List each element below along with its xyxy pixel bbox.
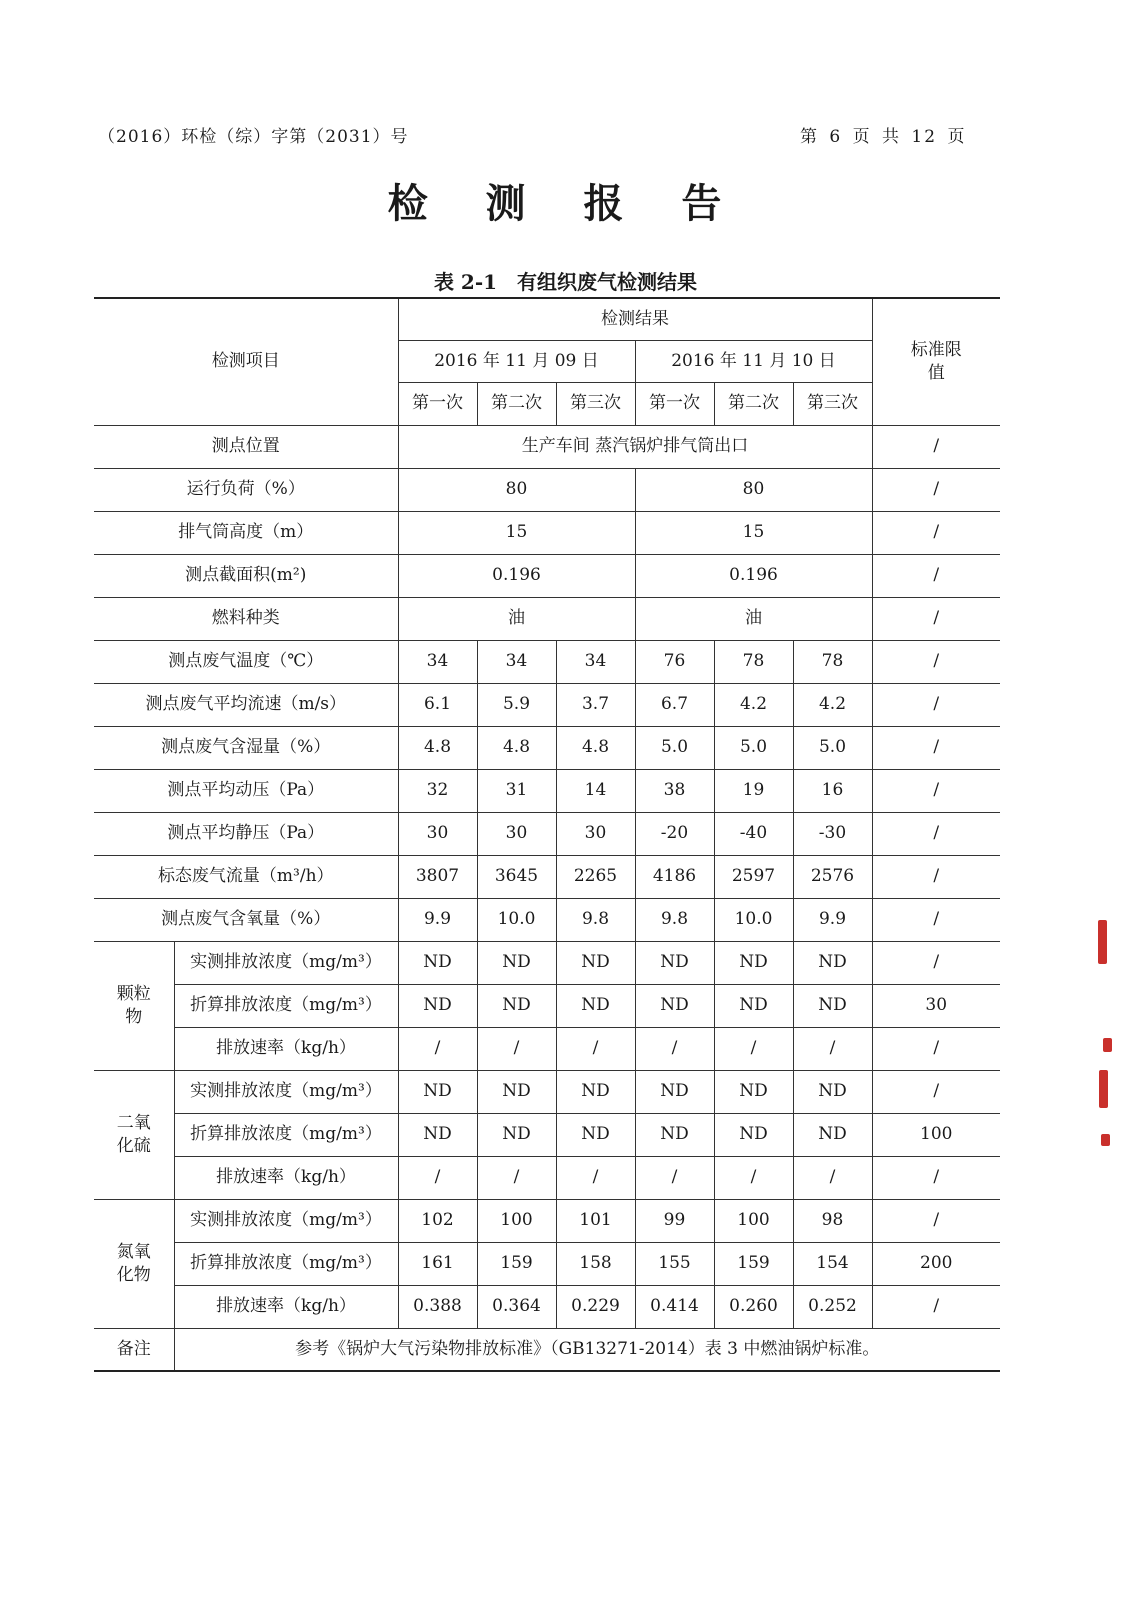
remark-text: 参考《锅炉大气污染物排放标准》（GB13271-2014）表 3 中燃油锅炉标准。 — [174, 1328, 1000, 1371]
table-row — [94, 1070, 1000, 1113]
document-number: （2016）环检（综）字第（2031）号 — [98, 127, 409, 147]
table-row — [94, 640, 1000, 683]
limit-value: / — [872, 554, 1000, 597]
table-number: 表 2-1 — [433, 270, 498, 294]
limit-value: / — [872, 1156, 1000, 1199]
cell-value: 30 — [477, 812, 556, 855]
row-label: 测点平均静压（Pa） — [94, 812, 398, 855]
pollutant-name: 二氧化硫 — [94, 1070, 174, 1199]
cell-value: 5.0 — [714, 726, 793, 769]
date-header: 2016 年 11 月 10 日 — [635, 340, 872, 382]
cell-value: 0.229 — [556, 1285, 635, 1328]
cell-value: 155 — [635, 1242, 714, 1285]
report-title: 检 测 报 告 — [387, 180, 744, 227]
table-row — [94, 1242, 1000, 1285]
row-label: 折算排放浓度（mg/m³） — [174, 1113, 398, 1156]
cell-value: 5.9 — [477, 683, 556, 726]
row-label: 燃料种类 — [94, 597, 398, 640]
cell-value: ND — [398, 941, 477, 984]
row-label: 排放速率（kg/h） — [174, 1027, 398, 1070]
cell-value: ND — [714, 941, 793, 984]
limit-value: / — [872, 1070, 1000, 1113]
cell-value: 2265 — [556, 855, 635, 898]
cell-value: 9.8 — [556, 898, 635, 941]
row-label: 折算排放浓度（mg/m³） — [174, 984, 398, 1027]
table-row — [94, 554, 1000, 597]
row-label: 折算排放浓度（mg/m³） — [174, 1242, 398, 1285]
cell-value: ND — [477, 1113, 556, 1156]
cell-value: / — [793, 1027, 872, 1070]
cell-value: 4.2 — [714, 683, 793, 726]
pollutant-name: 颗粒物 — [94, 941, 174, 1070]
cell-value: / — [477, 1156, 556, 1199]
table-row — [94, 1285, 1000, 1328]
cell-value: 102 — [398, 1199, 477, 1242]
cell-value: ND — [714, 1070, 793, 1113]
cell-value: 34 — [398, 640, 477, 683]
row-label: 标态废气流量（m³/h） — [94, 855, 398, 898]
row-label: 排气筒高度（m） — [94, 511, 398, 554]
cell-value: / — [714, 1156, 793, 1199]
cell-value: 5.0 — [793, 726, 872, 769]
cell-value: ND — [714, 1113, 793, 1156]
cell-value: 100 — [714, 1199, 793, 1242]
table-caption — [0, 266, 1131, 295]
cell-value: 0.388 — [398, 1285, 477, 1328]
cell-value: 10.0 — [477, 898, 556, 941]
limit-value: / — [872, 726, 1000, 769]
limit-value: 200 — [872, 1242, 1000, 1285]
cell-value: ND — [556, 1113, 635, 1156]
remark-label: 备注 — [94, 1328, 174, 1371]
cell-value: / — [556, 1156, 635, 1199]
cell-value: 4.8 — [556, 726, 635, 769]
cell-value: 4186 — [635, 855, 714, 898]
cell-value: 0.196 — [398, 554, 635, 597]
cell-value: -40 — [714, 812, 793, 855]
cell-value: 9.8 — [635, 898, 714, 941]
row-label: 排放速率（kg/h） — [174, 1156, 398, 1199]
cell-value: ND — [477, 1070, 556, 1113]
cell-value: ND — [477, 941, 556, 984]
cell-value: ND — [793, 1113, 872, 1156]
run-header: 第二次 — [714, 382, 793, 425]
cell-value: 78 — [714, 640, 793, 683]
run-header: 第一次 — [398, 382, 477, 425]
cell-value: 0.260 — [714, 1285, 793, 1328]
item-header: 检测项目 — [94, 298, 398, 425]
cell-value: 15 — [635, 511, 872, 554]
table-row — [94, 1199, 1000, 1242]
row-label: 测点位置 — [94, 425, 398, 468]
cell-value: 159 — [477, 1242, 556, 1285]
cell-value: ND — [398, 1070, 477, 1113]
cell-value: 15 — [398, 511, 635, 554]
limit-value: / — [872, 769, 1000, 812]
cell-value: 34 — [556, 640, 635, 683]
cell-value: -20 — [635, 812, 714, 855]
row-label: 运行负荷（%） — [94, 468, 398, 511]
cell-value: 6.7 — [635, 683, 714, 726]
cell-value: 14 — [556, 769, 635, 812]
cell-value: ND — [556, 984, 635, 1027]
results-table — [94, 297, 1000, 1372]
cell-value: ND — [635, 984, 714, 1027]
run-header: 第一次 — [635, 382, 714, 425]
table-row — [94, 597, 1000, 640]
cell-value: 78 — [793, 640, 872, 683]
cell-value: ND — [793, 1070, 872, 1113]
cell-value: 0.364 — [477, 1285, 556, 1328]
limit-value: / — [872, 511, 1000, 554]
table-row — [94, 425, 1000, 468]
cell-value: ND — [398, 1113, 477, 1156]
cell-value: / — [793, 1156, 872, 1199]
row-label: 测点平均动压（Pa） — [94, 769, 398, 812]
table-row — [94, 941, 1000, 984]
limit-value: / — [872, 425, 1000, 468]
cell-value: ND — [398, 984, 477, 1027]
cell-value: / — [714, 1027, 793, 1070]
cell-value: 16 — [793, 769, 872, 812]
standard-header: 标准限值 — [872, 298, 1000, 425]
limit-value: / — [872, 683, 1000, 726]
results-header: 检测结果 — [398, 298, 872, 340]
limit-value: / — [872, 640, 1000, 683]
cell-value: 158 — [556, 1242, 635, 1285]
cell-value: / — [477, 1027, 556, 1070]
cell-value: ND — [635, 1070, 714, 1113]
cell-value: ND — [793, 941, 872, 984]
limit-value: / — [872, 812, 1000, 855]
cell-value: 6.1 — [398, 683, 477, 726]
cell-value: 0.414 — [635, 1285, 714, 1328]
cell-value: 30 — [556, 812, 635, 855]
cell-value: 19 — [714, 769, 793, 812]
cell-value: 154 — [793, 1242, 872, 1285]
cell-value: ND — [793, 984, 872, 1027]
cell-value: 30 — [398, 812, 477, 855]
row-label: 测点截面积(m²) — [94, 554, 398, 597]
cell-value: 10.0 — [714, 898, 793, 941]
table-row — [94, 855, 1000, 898]
cell-value: 0.196 — [635, 554, 872, 597]
table-row — [94, 511, 1000, 554]
limit-value: / — [872, 597, 1000, 640]
cell-value: 76 — [635, 640, 714, 683]
pollutant-name: 氮氧化物 — [94, 1199, 174, 1328]
row-label: 测点废气含氧量（%） — [94, 898, 398, 941]
cell-value: 161 — [398, 1242, 477, 1285]
cell-value: / — [398, 1027, 477, 1070]
limit-value: 30 — [872, 984, 1000, 1027]
cell-value: 3645 — [477, 855, 556, 898]
table-row — [94, 984, 1000, 1027]
cell-value: / — [635, 1156, 714, 1199]
cell-value: 4.8 — [477, 726, 556, 769]
limit-value: / — [872, 1199, 1000, 1242]
cell-value: ND — [714, 984, 793, 1027]
row-label: 排放速率（kg/h） — [174, 1285, 398, 1328]
limit-value: / — [872, 1027, 1000, 1070]
cell-value: 34 — [477, 640, 556, 683]
cell-value: 32 — [398, 769, 477, 812]
row-label: 测点废气平均流速（m/s） — [94, 683, 398, 726]
limit-value: / — [872, 855, 1000, 898]
table-row — [94, 1113, 1000, 1156]
run-header: 第三次 — [556, 382, 635, 425]
cell-value: 31 — [477, 769, 556, 812]
cell-value: ND — [556, 941, 635, 984]
cell-value: 生产车间 蒸汽锅炉排气筒出口 — [398, 425, 872, 468]
cell-value: 98 — [793, 1199, 872, 1242]
cell-value: / — [398, 1156, 477, 1199]
cell-value: 3807 — [398, 855, 477, 898]
limit-value: 100 — [872, 1113, 1000, 1156]
row-label: 实测排放浓度（mg/m³） — [174, 1199, 398, 1242]
cell-value: ND — [635, 1113, 714, 1156]
cell-value: / — [635, 1027, 714, 1070]
row-label: 测点废气温度（℃） — [94, 640, 398, 683]
table-title: 有组织废气检测结果 — [517, 270, 698, 294]
cell-value: ND — [477, 984, 556, 1027]
limit-value: / — [872, 941, 1000, 984]
table-row — [94, 468, 1000, 511]
cell-value: 159 — [714, 1242, 793, 1285]
date-header: 2016 年 11 月 09 日 — [398, 340, 635, 382]
row-label: 实测排放浓度（mg/m³） — [174, 941, 398, 984]
table-row — [94, 683, 1000, 726]
red-stamp-fragment — [1095, 920, 1115, 1150]
cell-value: 38 — [635, 769, 714, 812]
cell-value: ND — [556, 1070, 635, 1113]
cell-value: 油 — [635, 597, 872, 640]
table-row — [94, 726, 1000, 769]
table-row — [94, 769, 1000, 812]
limit-value: / — [872, 468, 1000, 511]
run-header: 第二次 — [477, 382, 556, 425]
cell-value: 101 — [556, 1199, 635, 1242]
cell-value: 80 — [398, 468, 635, 511]
cell-value: 4.8 — [398, 726, 477, 769]
cell-value: ND — [635, 941, 714, 984]
row-label: 测点废气含湿量（%） — [94, 726, 398, 769]
cell-value: 4.2 — [793, 683, 872, 726]
cell-value: 100 — [477, 1199, 556, 1242]
cell-value: 2597 — [714, 855, 793, 898]
cell-value: 5.0 — [635, 726, 714, 769]
cell-value: / — [556, 1027, 635, 1070]
limit-value: / — [872, 898, 1000, 941]
cell-value: 80 — [635, 468, 872, 511]
cell-value: 9.9 — [398, 898, 477, 941]
table-row — [94, 898, 1000, 941]
limit-value: / — [872, 1285, 1000, 1328]
cell-value: 3.7 — [556, 683, 635, 726]
remark-row — [94, 1328, 1000, 1371]
table-row — [94, 812, 1000, 855]
page-indicator: 第 6 页 共 12 页 — [800, 127, 967, 147]
cell-value: 0.252 — [793, 1285, 872, 1328]
cell-value: 9.9 — [793, 898, 872, 941]
table-row — [94, 1027, 1000, 1070]
row-label: 实测排放浓度（mg/m³） — [174, 1070, 398, 1113]
table-row — [94, 1156, 1000, 1199]
cell-value: 油 — [398, 597, 635, 640]
cell-value: 99 — [635, 1199, 714, 1242]
run-header: 第三次 — [793, 382, 872, 425]
cell-value: -30 — [793, 812, 872, 855]
cell-value: 2576 — [793, 855, 872, 898]
